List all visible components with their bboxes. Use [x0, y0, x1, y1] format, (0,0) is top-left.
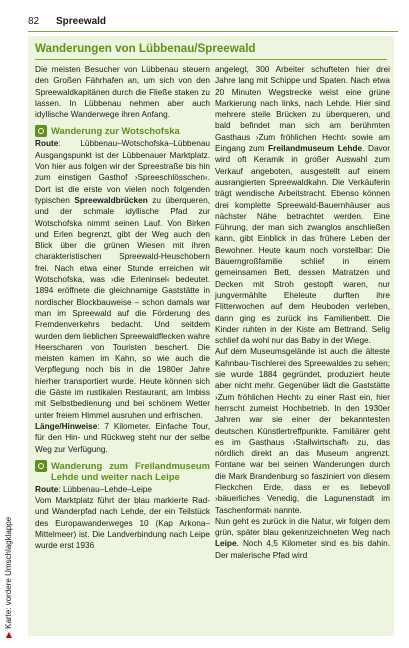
right-p3-end: . Noch 4,5 Kilometer sind es bis dahin. Der malerische Pfad wird: [215, 539, 390, 560]
walk2-route-text: : Lübbenau–Lehde–Leipe: [58, 484, 152, 494]
right-p3-start: Nun geht es zurück in die Natur, wir folgen dem grün, später blau gekennzeichneten Weg nach: [215, 516, 390, 538]
walk2-text: Vom Marktplatz führt der blau markierte Rad- und Wanderpfad nach Lehde, der ein Teilstück des Europawanderweges 10 (Kap Arkona–Mittelmeer) ist. Die Landverbindung nach Leipe wurde erst 1936: [35, 496, 210, 551]
right-p1-end: . Davor wird oft Keramik in großer Auswahl zum Verkauf angeboten, ausgestellt auf einem ausrangierten Spreewaldkahn. Die Verkäuferin trägt wendische Arbeitstracht. Ebenso können drei komplette Spreewald-Bauernhäuser aus nächster Nähe betrachtet werden. Eine Führung, der man sich zwanglos anschließen kann, gibt Einblick in das frühere Leben der Bewohner. Heute kaum noch vorstellbar: Die Bauerngroßfamilie schlief in einem gemeinsamen Bett, dessen Matratzen und Decken mit Stroh gestopft waren, nur jungvermählte Eheleute durften ihre Flitterwochen auf dem Heuboden verleben, dann ging es zurück ins Familienbett. Die Kinder ruhten in der Kiste am Bettrand. Selig schlief da wohl nur das Baby in der Wiege.: [215, 144, 391, 346]
walk-marker-icon: [35, 460, 47, 472]
title-rule: [35, 59, 387, 60]
walk1-length-paragraph: [35, 421, 210, 455]
walk1-title: Wanderung zur Wotschofska: [51, 125, 180, 137]
walk1-length-text: : 7 Kilometer. Einfache Tour, für den Hin- und Rückweg steht nur der selbe Weg zur Verfügung.: [35, 421, 210, 454]
walk2-heading: [35, 460, 210, 483]
left-column: [35, 64, 210, 552]
walk1-route-label: Route: [35, 139, 59, 149]
map-reference-text: Karte: vordere Umschlagklappe: [4, 516, 13, 629]
intro-paragraph: Die meisten Besucher von Lübbenau steuern den Großen Fährhafen an, um sich von den Spreewaldkapitänen durch die Fließe staken zu lassen. In Lübbenau nehmen aber auch idyllische Wanderwege ihren Anfang.: [35, 65, 210, 120]
right-paragraph-3: [215, 516, 390, 561]
map-reference: [4, 517, 13, 638]
running-title: Spreewald: [56, 16, 107, 27]
header-rule: [28, 31, 398, 32]
right-paragraph-1: [215, 64, 390, 346]
walk1-route-paragraph: [35, 138, 210, 420]
right-paragraph-2: Auf dem Museumsgelände ist auch die älteste Kahnbau-Tischlerei des Spreewaldes zu sehen; sie wurde 1884 gegründet, produziert heute aber nicht mehr. Gegenüber lädt die Gaststätte ›Zum fröhlichen Hecht‹ zu einer Rast ein, hier herrscht zumeist Hochbetrieb. In den 1930er Jahren war sie einer der bekanntesten deutschen Künstlertreffpunkte. Familiärer geht es im Gasthaus ›Stallwirtschaft‹ zu, das nördlich direkt an das Museum angrenzt. Fontane war bei seinen Wanderungen durch die Mark Brandenburg so fasziniert von diesem Fleckchen Erde, dass er es liebevoll ›bäuerliches Venedig, die Lagunenstadt im Taschenformat‹ nannte.: [215, 347, 390, 515]
running-header: [28, 14, 398, 30]
walk1-heading: [35, 125, 210, 137]
leipe-name: Leipe: [215, 539, 237, 549]
info-box: [28, 36, 394, 636]
walk2-title: Wanderung zum Freilandmuseum Lehde und weiter nach Leipe: [51, 459, 210, 483]
walk-marker-icon: [35, 125, 47, 137]
walk1-text: zu überqueren, und der schmale idyllische Pfad zur Wotschofska nimmt seinen Lauf. Von Birken und Erlen begrenzt, gibt der Weg auch den Blick über die grünen Wiesen mit ihren charakteristischen Spreewald-Heuschobern frei. Nach etwa einer Stunde erreichen wir Wotschofska, was ›die Erleninsel‹ bedeutet. 1894 eröffnete die gleichnamige Gaststätte in nordischer Blockbauweise – schon damals war man im Spreewald auf die Förderung des Fremdenverkehrs bedacht. Und seitdem wurden dem lieblichen Spreewaldflecken wahre Heerscharen von Touristen beschert. Die meisten kamen im Kahn, so wie auch die Verpflegung noch bis in die 1980er Jahre hierher transportiert wurde. Heute können sich die Gäste im rustikalen Restaurant, am Imbiss mit Selbstbedienung und bei schönem Wetter unter freiem Himmel ausruhen und erfrischen.: [35, 195, 210, 420]
right-column: [215, 64, 390, 561]
box-title: Wanderungen von Lübbenau/Spreewald: [35, 42, 256, 55]
walk1-bold-bridges: Spreewaldbrücken: [74, 195, 148, 205]
page-number: 82: [28, 16, 40, 27]
arrow-icon: ▶: [4, 631, 13, 638]
right-p1-start: angelegt, 300 Arbeiter schufteten hier drei Jahre lang mit Schippe und Spaten. Nach etwa 20 Minuten Wegstrecke weist eine grüne Markierung nach links, nach Lehde. Hier sind mehrere steile Brücken zu überqueren, und bald befindet man sich am berühmten Gasthaus ›Zum fröhlichen Hecht‹ sowie am Eingang zum: [215, 65, 390, 154]
walk1-route-text: : Lübbenau–Wotschofska–Lübbenau Ausgangspunkt ist der Lübbenauer Marktplatz. Von hier aus folgen wir der Spreestraße bis hin zum einstigen Gasthof ›Spreeschlösschen‹. Dort ist die erste von vielen noch folgenden typischen: [35, 139, 210, 205]
museum-name: Freilandmuseum Lehde: [268, 144, 363, 154]
walk1-length-label: Länge/Hinweise: [35, 421, 98, 431]
walk2-route-paragraph: [35, 484, 210, 495]
walk2-route-label: Route: [35, 484, 59, 494]
